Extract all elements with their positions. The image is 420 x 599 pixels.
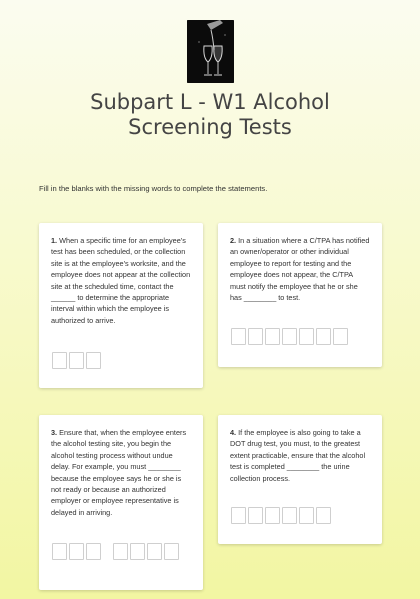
instructions-text: Fill in the blanks with the missing words to complete the statements. (39, 184, 268, 193)
answer-blank[interactable] (248, 507, 263, 524)
page-title: Subpart L - W1 Alcohol Screening Tests (90, 90, 330, 139)
answer-blank[interactable] (248, 328, 263, 345)
answer-blank[interactable] (299, 507, 314, 524)
question-number: 3. (51, 428, 58, 437)
answer-blank[interactable] (52, 543, 67, 560)
question-card (218, 415, 382, 544)
answer-blanks (52, 352, 101, 369)
answer-blank[interactable] (265, 507, 280, 524)
answer-blank[interactable] (52, 352, 67, 369)
question-text (230, 235, 370, 303)
question-text (51, 235, 191, 326)
answer-blank[interactable] (164, 543, 179, 560)
answer-blank[interactable] (333, 328, 348, 345)
answer-blank[interactable] (316, 328, 331, 345)
question-text (51, 427, 191, 518)
answer-blank[interactable] (265, 328, 280, 345)
answer-blank[interactable] (86, 543, 101, 560)
answer-blank[interactable] (69, 543, 84, 560)
answer-blank[interactable] (130, 543, 145, 560)
answer-blank[interactable] (231, 328, 246, 345)
question-card (39, 415, 203, 590)
answer-blank[interactable] (69, 352, 84, 369)
answer-blank[interactable] (231, 507, 246, 524)
answer-blank[interactable] (147, 543, 162, 560)
answer-blank[interactable] (282, 507, 297, 524)
question-body: In a situation where a C/TPA has notified an owner/operator or other individual employee to report for testing and the employee does not appear, the C/TPA must notify the employee that he or she has ________ to test. (230, 236, 370, 303)
hero-image (187, 20, 234, 83)
question-body: Ensure that, when the employee enters the alcohol testing site, you begin the alcohol testing process without undue delay. For example, you must ________ because the employee says he or she is not ready or because an authorized employer or employee representative is delayed in arriving. (51, 428, 187, 517)
question-number: 2. (230, 236, 237, 245)
answer-blank[interactable] (316, 507, 331, 524)
question-text (230, 427, 370, 484)
answer-blank[interactable] (113, 543, 128, 560)
answer-blanks (52, 543, 179, 560)
answer-blank[interactable] (282, 328, 297, 345)
answer-blank[interactable] (86, 352, 101, 369)
answer-blanks (231, 328, 348, 345)
champagne-glasses-icon (187, 20, 234, 83)
answer-blanks (231, 507, 331, 524)
question-card (218, 223, 382, 367)
question-number: 4. (230, 428, 237, 437)
question-body: If the employee is also going to take a DOT drug test, you must, to the greatest extent practicable, ensure that the alcohol test is completed ________ the urine collection process. (230, 428, 366, 483)
question-body: When a specific time for an employee's test has been scheduled, or the collection site is at the employee's worksite, and the employee does not appear at the collection site at the scheduled time, contact the ______ to determine the appropriate interval within which the employee is authorized to arrive. (51, 236, 191, 325)
question-number: 1. (51, 236, 58, 245)
answer-blank[interactable] (299, 328, 314, 345)
